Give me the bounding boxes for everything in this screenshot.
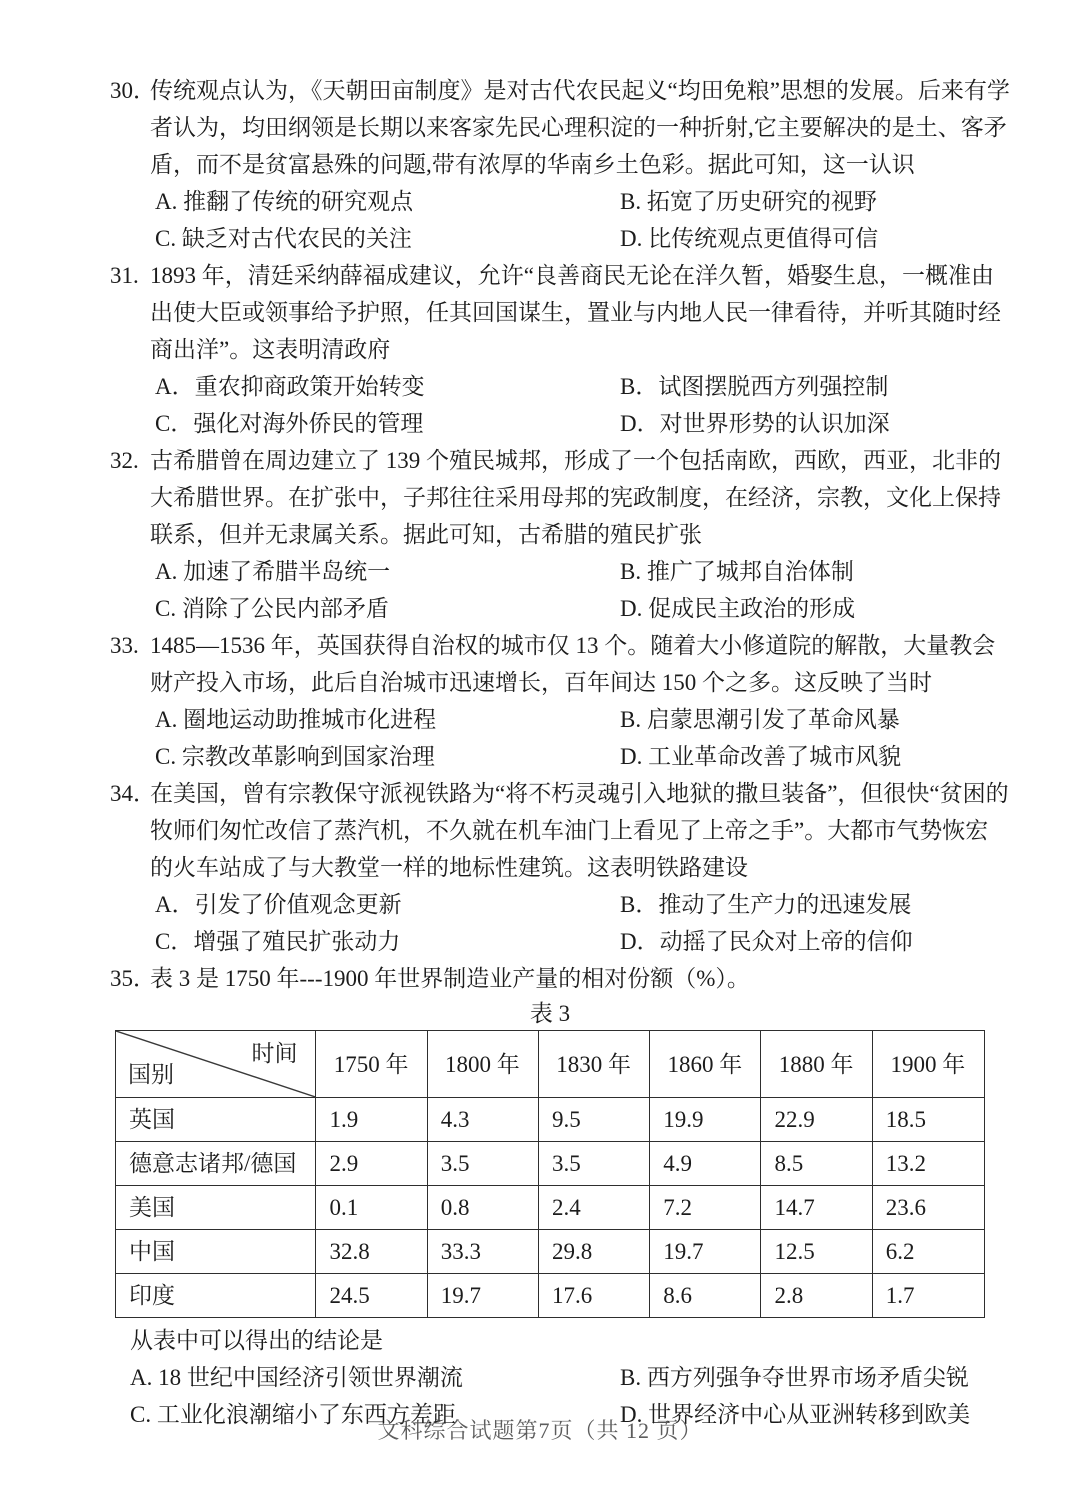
table-cell: 2.9 [316, 1142, 427, 1186]
question-35-number: 35． [110, 966, 156, 991]
question-30-option-d: D. 比传统观点更值得可信 [620, 226, 879, 251]
table-cell: 9.5 [538, 1098, 649, 1142]
question-33-number: 33. [110, 633, 139, 658]
table-cell: 19.7 [427, 1274, 538, 1318]
question-34-number: 34． [110, 781, 156, 806]
table-cell: 19.7 [650, 1230, 761, 1274]
question-31-stem [110, 257, 1010, 368]
table-cell: 2.8 [761, 1274, 872, 1318]
table-cell: 18.5 [872, 1098, 984, 1142]
table-header-row [116, 1031, 985, 1098]
question-31-number: 31. [110, 263, 139, 288]
table-cell: 1.7 [872, 1274, 984, 1318]
question-31-option-a: A．重农抑商政策开始转变 [155, 374, 425, 399]
table-row-uk [116, 1098, 985, 1142]
col-header-1860: 1860 年 [650, 1031, 761, 1098]
question-32-option-b: B. 推广了城邦自治体制 [620, 559, 854, 584]
question-30 [110, 72, 1010, 257]
question-35-text: 表 3 是 1750 年---1900 年世界制造业产量的相对份额（%）。 [150, 966, 750, 991]
question-33-options [110, 701, 1010, 775]
question-32 [110, 442, 1010, 627]
table-cell: 24.5 [316, 1274, 427, 1318]
table-title: 表 3 [529, 1001, 571, 1026]
question-34-option-c: C．增强了殖民扩张动力 [155, 929, 401, 954]
row-label-uk: 英国 [116, 1098, 316, 1142]
question-31-option-d: D．对世界形势的认识加深 [620, 411, 890, 436]
question-35-option-c: C. 工业化浪潮缩小了东西方差距 [130, 1402, 456, 1427]
table-corner-cell [116, 1031, 316, 1098]
table-cell: 22.9 [761, 1098, 872, 1142]
table-cell: 8.6 [650, 1274, 761, 1318]
question-30-option-c: C. 缺乏对古代农民的关注 [155, 226, 412, 251]
question-30-options [110, 183, 1010, 257]
question-34-option-b: B．推动了生产力的迅速发展 [620, 892, 912, 917]
question-31-options [110, 368, 1010, 442]
question-34-text: 在美国，曾有宗教保守派视铁路为“将不朽灵魂引入地狱的撒旦装备”，但很快“贫困的牧师们匆忙改信了蒸汽机，不久就在机车油门上看见了上帝之手”。大都市气势恢宏的火车站成了与大教堂一样的地标性建筑。这表明铁路建设 [150, 781, 1009, 880]
question-32-options [110, 553, 1010, 627]
table-cell: 4.3 [427, 1098, 538, 1142]
table-cell: 4.9 [650, 1142, 761, 1186]
question-31-option-b: B．试图摆脱西方列强控制 [620, 374, 889, 399]
question-34-stem [110, 775, 1010, 886]
table-cell: 17.6 [538, 1274, 649, 1318]
question-33-option-c: C. 宗教改革影响到国家治理 [155, 744, 435, 769]
table-cell: 3.5 [427, 1142, 538, 1186]
question-32-option-a: A. 加速了希腊半岛统一 [155, 559, 391, 584]
table-cell: 23.6 [872, 1186, 984, 1230]
question-34-option-a: A．引发了价值观念更新 [155, 892, 402, 917]
col-header-1800: 1800 年 [427, 1031, 538, 1098]
question-30-text: 传统观点认为，《天朝田亩制度》是对古代农民起义“均田免粮”思想的发展。后来有学者认为，均田纲领是长期以来客家先民心理积淀的一种折射,它主要解决的是土、客矛盾，而不是贫富悬殊的问题,带有浓厚的华南乡土色彩。据此可知，这一认识 [150, 78, 1010, 177]
question-33-text: 1485—1536 年，英国获得自治权的城市仅 13 个。随着大小修道院的解散，大量教会财产投入市场，此后自治城市迅速增长，百年间达 150 个之多。这反映了当时 [150, 633, 996, 695]
question-35-stem [110, 960, 1010, 997]
table-row-usa [116, 1186, 985, 1230]
question-30-option-b: B. 拓宽了历史研究的视野 [620, 189, 877, 214]
question-35-option-a: A. 18 世纪中国经济引领世界潮流 [130, 1365, 463, 1390]
question-33 [110, 627, 1010, 775]
question-32-option-d: D. 促成民主政治的形成 [620, 596, 856, 621]
question-32-option-c: C. 消除了公民内部矛盾 [155, 596, 389, 621]
table-cell: 13.2 [872, 1142, 984, 1186]
table-cell: 32.8 [316, 1230, 427, 1274]
col-header-1830: 1830 年 [538, 1031, 649, 1098]
row-label-usa: 美国 [116, 1186, 316, 1230]
table-cell: 7.2 [650, 1186, 761, 1230]
table-cell: 3.5 [538, 1142, 649, 1186]
question-31-text: 1893 年，清廷采纳薛福成建议，允许“良善商民无论在洋久暂，婚娶生息，一概准由出使大臣或领事给予护照，任其回国谋生，置业与内地人民一律看待，并听其随时经商出洋”。这表明清政府 [150, 263, 1001, 362]
col-header-1750: 1750 年 [316, 1031, 427, 1098]
corner-label-country: 国别 [128, 1062, 174, 1087]
manufacturing-share-table [115, 1030, 985, 1318]
question-31 [110, 257, 1010, 442]
question-35-conclusion-prompt: 从表中可以得出的结论是 [130, 1328, 383, 1353]
table-cell: 8.5 [761, 1142, 872, 1186]
table-cell: 6.2 [872, 1230, 984, 1274]
table-cell: 14.7 [761, 1186, 872, 1230]
table-cell: 2.4 [538, 1186, 649, 1230]
question-30-stem [110, 72, 1010, 183]
question-34 [110, 775, 1010, 960]
question-31-option-c: C．强化对海外侨民的管理 [155, 411, 424, 436]
table-row-india [116, 1274, 985, 1318]
question-33-option-b: B. 启蒙思潮引发了革命风暴 [620, 707, 900, 732]
table-row-china [116, 1230, 985, 1274]
question-30-number: 30． [110, 78, 156, 103]
question-33-option-a: A. 圈地运动助推城市化进程 [155, 707, 437, 732]
row-label-germany: 德意志诸邦/德国 [116, 1142, 316, 1186]
col-header-1880: 1880 年 [761, 1031, 872, 1098]
question-35 [110, 960, 1010, 1433]
table-cell: 0.8 [427, 1186, 538, 1230]
question-33-option-d: D. 工业革命改善了城市风貌 [620, 744, 902, 769]
corner-label-time: 时间 [251, 1041, 298, 1066]
question-35-option-b: B. 西方列强争夺世界市场矛盾尖锐 [620, 1365, 969, 1390]
question-34-options [110, 886, 1010, 960]
page-footer: 文科综合试题第7页（共 12 页） [377, 1418, 703, 1443]
question-34-option-d: D．动摇了民众对上帝的信仰 [620, 929, 913, 954]
table-cell: 1.9 [316, 1098, 427, 1142]
question-32-text: 古希腊曾在周边建立了 139 个殖民城邦，形成了一个包括南欧，西欧，西亚，北非的大希腊世界。在扩张中，子邦往往采用母邦的宪政制度，在经济，宗教，文化上保持联系，但并无隶属关系。据此可知，古希腊的殖民扩张 [150, 448, 1001, 547]
table-cell: 29.8 [538, 1230, 649, 1274]
question-33-stem [110, 627, 1010, 701]
col-header-1900: 1900 年 [872, 1031, 984, 1098]
table-cell: 0.1 [316, 1186, 427, 1230]
question-32-number: 32. [110, 448, 139, 473]
question-35-option-d: D. 世界经济中心从亚洲转移到欧美 [620, 1402, 971, 1427]
row-label-china: 中国 [116, 1230, 316, 1274]
table-cell: 33.3 [427, 1230, 538, 1274]
row-label-india: 印度 [116, 1274, 316, 1318]
table-cell: 19.9 [650, 1098, 761, 1142]
table-row-germany [116, 1142, 985, 1186]
question-32-stem [110, 442, 1010, 553]
question-30-option-a: A. 推翻了传统的研究观点 [155, 189, 414, 214]
table-cell: 12.5 [761, 1230, 872, 1274]
